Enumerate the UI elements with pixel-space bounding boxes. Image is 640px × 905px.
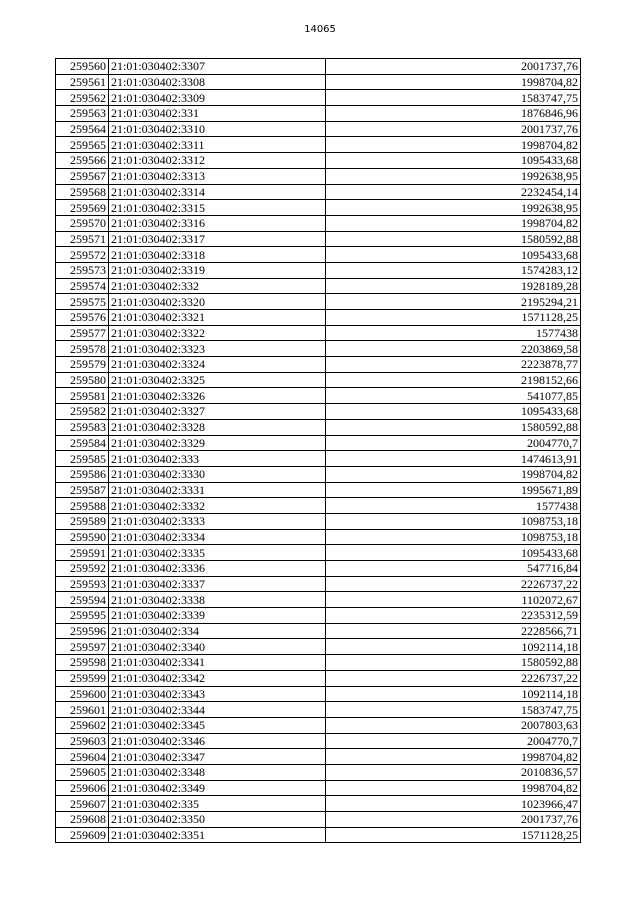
registry-table <box>55 58 581 843</box>
cadastral-number-cell: 21:01:030402:333 <box>109 451 326 467</box>
value-cell: 1583747,75 <box>326 90 581 106</box>
cadastral-number-cell: 21:01:030402:3312 <box>109 153 326 169</box>
row-number-cell: 259598 <box>56 655 109 671</box>
row-number-cell: 259594 <box>56 592 109 608</box>
table-row <box>56 435 581 451</box>
table-row <box>56 168 581 184</box>
value-cell: 547716,84 <box>326 561 581 577</box>
cadastral-number-cell: 21:01:030402:3337 <box>109 576 326 592</box>
cadastral-number-cell: 21:01:030402:3309 <box>109 90 326 106</box>
row-number-cell: 259609 <box>56 827 109 843</box>
value-cell: 1095433,68 <box>326 153 581 169</box>
cadastral-number-cell: 21:01:030402:3320 <box>109 294 326 310</box>
cadastral-number-cell: 21:01:030402:3328 <box>109 419 326 435</box>
value-cell: 2004770,7 <box>326 435 581 451</box>
table-row <box>56 686 581 702</box>
cadastral-number-cell: 21:01:030402:3339 <box>109 608 326 624</box>
value-cell: 1998704,82 <box>326 780 581 796</box>
table-row <box>56 561 581 577</box>
cadastral-number-cell: 21:01:030402:3338 <box>109 592 326 608</box>
table-row <box>56 576 581 592</box>
cadastral-number-cell: 21:01:030402:3349 <box>109 780 326 796</box>
row-number-cell: 259604 <box>56 749 109 765</box>
table-row <box>56 749 581 765</box>
row-number-cell: 259574 <box>56 278 109 294</box>
table-row <box>56 278 581 294</box>
row-number-cell: 259562 <box>56 90 109 106</box>
table-row <box>56 796 581 812</box>
row-number-cell: 259606 <box>56 780 109 796</box>
value-cell: 1992638,95 <box>326 168 581 184</box>
table-row <box>56 200 581 216</box>
table-row <box>56 231 581 247</box>
table-row <box>56 262 581 278</box>
value-cell: 1102072,67 <box>326 592 581 608</box>
row-number-cell: 259575 <box>56 294 109 310</box>
value-cell: 1095433,68 <box>326 404 581 420</box>
cadastral-number-cell: 21:01:030402:3316 <box>109 215 326 231</box>
table-row <box>56 310 581 326</box>
page-number: 14065 <box>304 24 336 35</box>
table-row <box>56 608 581 624</box>
row-number-cell: 259602 <box>56 717 109 733</box>
cadastral-number-cell: 21:01:030402:3323 <box>109 341 326 357</box>
value-cell: 2232454,14 <box>326 184 581 200</box>
row-number-cell: 259590 <box>56 529 109 545</box>
value-cell: 2223878,77 <box>326 357 581 373</box>
row-number-cell: 259573 <box>56 262 109 278</box>
row-number-cell: 259577 <box>56 325 109 341</box>
value-cell: 2001737,76 <box>326 812 581 828</box>
table-row <box>56 545 581 561</box>
row-number-cell: 259567 <box>56 168 109 184</box>
cadastral-number-cell: 21:01:030402:3315 <box>109 200 326 216</box>
value-cell: 1092114,18 <box>326 686 581 702</box>
value-cell: 541077,85 <box>326 388 581 404</box>
cadastral-number-cell: 21:01:030402:335 <box>109 796 326 812</box>
cadastral-number-cell: 21:01:030402:331 <box>109 106 326 122</box>
value-cell: 1095433,68 <box>326 545 581 561</box>
value-cell: 2010836,57 <box>326 764 581 780</box>
table-row <box>56 153 581 169</box>
cadastral-number-cell: 21:01:030402:3324 <box>109 357 326 373</box>
cadastral-number-cell: 21:01:030402:3313 <box>109 168 326 184</box>
cadastral-number-cell: 21:01:030402:332 <box>109 278 326 294</box>
row-number-cell: 259570 <box>56 215 109 231</box>
row-number-cell: 259583 <box>56 419 109 435</box>
value-cell: 1580592,88 <box>326 231 581 247</box>
table-row <box>56 780 581 796</box>
cadastral-number-cell: 21:01:030402:3333 <box>109 513 326 529</box>
value-cell: 1098753,18 <box>326 529 581 545</box>
table-row <box>56 592 581 608</box>
row-number-cell: 259578 <box>56 341 109 357</box>
value-cell: 1928189,28 <box>326 278 581 294</box>
row-number-cell: 259580 <box>56 372 109 388</box>
row-number-cell: 259601 <box>56 702 109 718</box>
row-number-cell: 259571 <box>56 231 109 247</box>
row-number-cell: 259608 <box>56 812 109 828</box>
cadastral-number-cell: 21:01:030402:3327 <box>109 404 326 420</box>
value-cell: 1998704,82 <box>326 215 581 231</box>
cadastral-number-cell: 21:01:030402:3336 <box>109 561 326 577</box>
value-cell: 2195294,21 <box>326 294 581 310</box>
table-row <box>56 827 581 843</box>
value-cell: 2203869,58 <box>326 341 581 357</box>
value-cell: 2001737,76 <box>326 59 581 75</box>
row-number-cell: 259591 <box>56 545 109 561</box>
cadastral-number-cell: 21:01:030402:3322 <box>109 325 326 341</box>
cadastral-number-cell: 21:01:030402:3314 <box>109 184 326 200</box>
table-row <box>56 325 581 341</box>
cadastral-number-cell: 21:01:030402:3321 <box>109 310 326 326</box>
table-row <box>56 655 581 671</box>
value-cell: 1876846,96 <box>326 106 581 122</box>
row-number-cell: 259592 <box>56 561 109 577</box>
cadastral-number-cell: 21:01:030402:3344 <box>109 702 326 718</box>
cadastral-number-cell: 21:01:030402:3330 <box>109 466 326 482</box>
cadastral-number-cell: 21:01:030402:3332 <box>109 498 326 514</box>
registry-table-body <box>56 59 581 843</box>
value-cell: 1580592,88 <box>326 419 581 435</box>
cadastral-number-cell: 21:01:030402:3340 <box>109 639 326 655</box>
row-number-cell: 259589 <box>56 513 109 529</box>
cadastral-number-cell: 21:01:030402:3334 <box>109 529 326 545</box>
table-row <box>56 529 581 545</box>
row-number-cell: 259588 <box>56 498 109 514</box>
cadastral-number-cell: 21:01:030402:3317 <box>109 231 326 247</box>
row-number-cell: 259603 <box>56 733 109 749</box>
cadastral-number-cell: 21:01:030402:3342 <box>109 670 326 686</box>
table-row <box>56 670 581 686</box>
table-row <box>56 388 581 404</box>
cadastral-number-cell: 21:01:030402:3343 <box>109 686 326 702</box>
cadastral-number-cell: 21:01:030402:334 <box>109 623 326 639</box>
table-row <box>56 466 581 482</box>
row-number-cell: 259600 <box>56 686 109 702</box>
table-row <box>56 341 581 357</box>
value-cell: 1580592,88 <box>326 655 581 671</box>
table-row <box>56 451 581 467</box>
value-cell: 1998704,82 <box>326 466 581 482</box>
row-number-cell: 259584 <box>56 435 109 451</box>
value-cell: 2235312,59 <box>326 608 581 624</box>
row-number-cell: 259582 <box>56 404 109 420</box>
row-number-cell: 259595 <box>56 608 109 624</box>
cadastral-number-cell: 21:01:030402:3345 <box>109 717 326 733</box>
table-row <box>56 498 581 514</box>
table-row <box>56 184 581 200</box>
value-cell: 1023966,47 <box>326 796 581 812</box>
value-cell: 1992638,95 <box>326 200 581 216</box>
table-row <box>56 764 581 780</box>
cadastral-number-cell: 21:01:030402:3351 <box>109 827 326 843</box>
table-row <box>56 357 581 373</box>
value-cell: 2228566,71 <box>326 623 581 639</box>
row-number-cell: 259605 <box>56 764 109 780</box>
table-row <box>56 121 581 137</box>
value-cell: 2226737,22 <box>326 670 581 686</box>
cadastral-number-cell: 21:01:030402:3331 <box>109 482 326 498</box>
value-cell: 1474613,91 <box>326 451 581 467</box>
row-number-cell: 259560 <box>56 59 109 75</box>
value-cell: 1583747,75 <box>326 702 581 718</box>
row-number-cell: 259561 <box>56 74 109 90</box>
table-row <box>56 106 581 122</box>
table-row <box>56 482 581 498</box>
table-row <box>56 513 581 529</box>
value-cell: 2198152,66 <box>326 372 581 388</box>
value-cell: 1998704,82 <box>326 137 581 153</box>
cadastral-number-cell: 21:01:030402:3319 <box>109 262 326 278</box>
table-row <box>56 702 581 718</box>
table-row <box>56 294 581 310</box>
value-cell: 1998704,82 <box>326 74 581 90</box>
table-row <box>56 404 581 420</box>
cadastral-number-cell: 21:01:030402:3335 <box>109 545 326 561</box>
value-cell: 1577438 <box>326 498 581 514</box>
row-number-cell: 259565 <box>56 137 109 153</box>
row-number-cell: 259587 <box>56 482 109 498</box>
table-row <box>56 215 581 231</box>
cadastral-number-cell: 21:01:030402:3341 <box>109 655 326 671</box>
cadastral-number-cell: 21:01:030402:3325 <box>109 372 326 388</box>
row-number-cell: 259597 <box>56 639 109 655</box>
table-row <box>56 733 581 749</box>
row-number-cell: 259566 <box>56 153 109 169</box>
row-number-cell: 259599 <box>56 670 109 686</box>
table-row <box>56 717 581 733</box>
table-row <box>56 90 581 106</box>
row-number-cell: 259576 <box>56 310 109 326</box>
cadastral-number-cell: 21:01:030402:3311 <box>109 137 326 153</box>
value-cell: 1577438 <box>326 325 581 341</box>
cadastral-number-cell: 21:01:030402:3310 <box>109 121 326 137</box>
value-cell: 1574283,12 <box>326 262 581 278</box>
cadastral-number-cell: 21:01:030402:3329 <box>109 435 326 451</box>
row-number-cell: 259596 <box>56 623 109 639</box>
row-number-cell: 259564 <box>56 121 109 137</box>
cadastral-number-cell: 21:01:030402:3318 <box>109 247 326 263</box>
cadastral-number-cell: 21:01:030402:3326 <box>109 388 326 404</box>
cadastral-number-cell: 21:01:030402:3350 <box>109 812 326 828</box>
value-cell: 1095433,68 <box>326 247 581 263</box>
value-cell: 1571128,25 <box>326 827 581 843</box>
cadastral-number-cell: 21:01:030402:3347 <box>109 749 326 765</box>
table-row <box>56 639 581 655</box>
cadastral-number-cell: 21:01:030402:3348 <box>109 764 326 780</box>
table-row <box>56 419 581 435</box>
table-row <box>56 59 581 75</box>
table-row <box>56 74 581 90</box>
value-cell: 1092114,18 <box>326 639 581 655</box>
row-number-cell: 259569 <box>56 200 109 216</box>
table-row <box>56 372 581 388</box>
row-number-cell: 259563 <box>56 106 109 122</box>
value-cell: 1571128,25 <box>326 310 581 326</box>
value-cell: 1098753,18 <box>326 513 581 529</box>
table-row <box>56 623 581 639</box>
row-number-cell: 259579 <box>56 357 109 373</box>
value-cell: 2226737,22 <box>326 576 581 592</box>
table-row <box>56 137 581 153</box>
row-number-cell: 259568 <box>56 184 109 200</box>
value-cell: 2007803,63 <box>326 717 581 733</box>
row-number-cell: 259586 <box>56 466 109 482</box>
value-cell: 2001737,76 <box>326 121 581 137</box>
row-number-cell: 259581 <box>56 388 109 404</box>
cadastral-number-cell: 21:01:030402:3308 <box>109 74 326 90</box>
row-number-cell: 259593 <box>56 576 109 592</box>
value-cell: 1995671,89 <box>326 482 581 498</box>
value-cell: 1998704,82 <box>326 749 581 765</box>
value-cell: 2004770,7 <box>326 733 581 749</box>
table-row <box>56 247 581 263</box>
row-number-cell: 259572 <box>56 247 109 263</box>
row-number-cell: 259585 <box>56 451 109 467</box>
table-row <box>56 812 581 828</box>
row-number-cell: 259607 <box>56 796 109 812</box>
cadastral-number-cell: 21:01:030402:3307 <box>109 59 326 75</box>
cadastral-number-cell: 21:01:030402:3346 <box>109 733 326 749</box>
